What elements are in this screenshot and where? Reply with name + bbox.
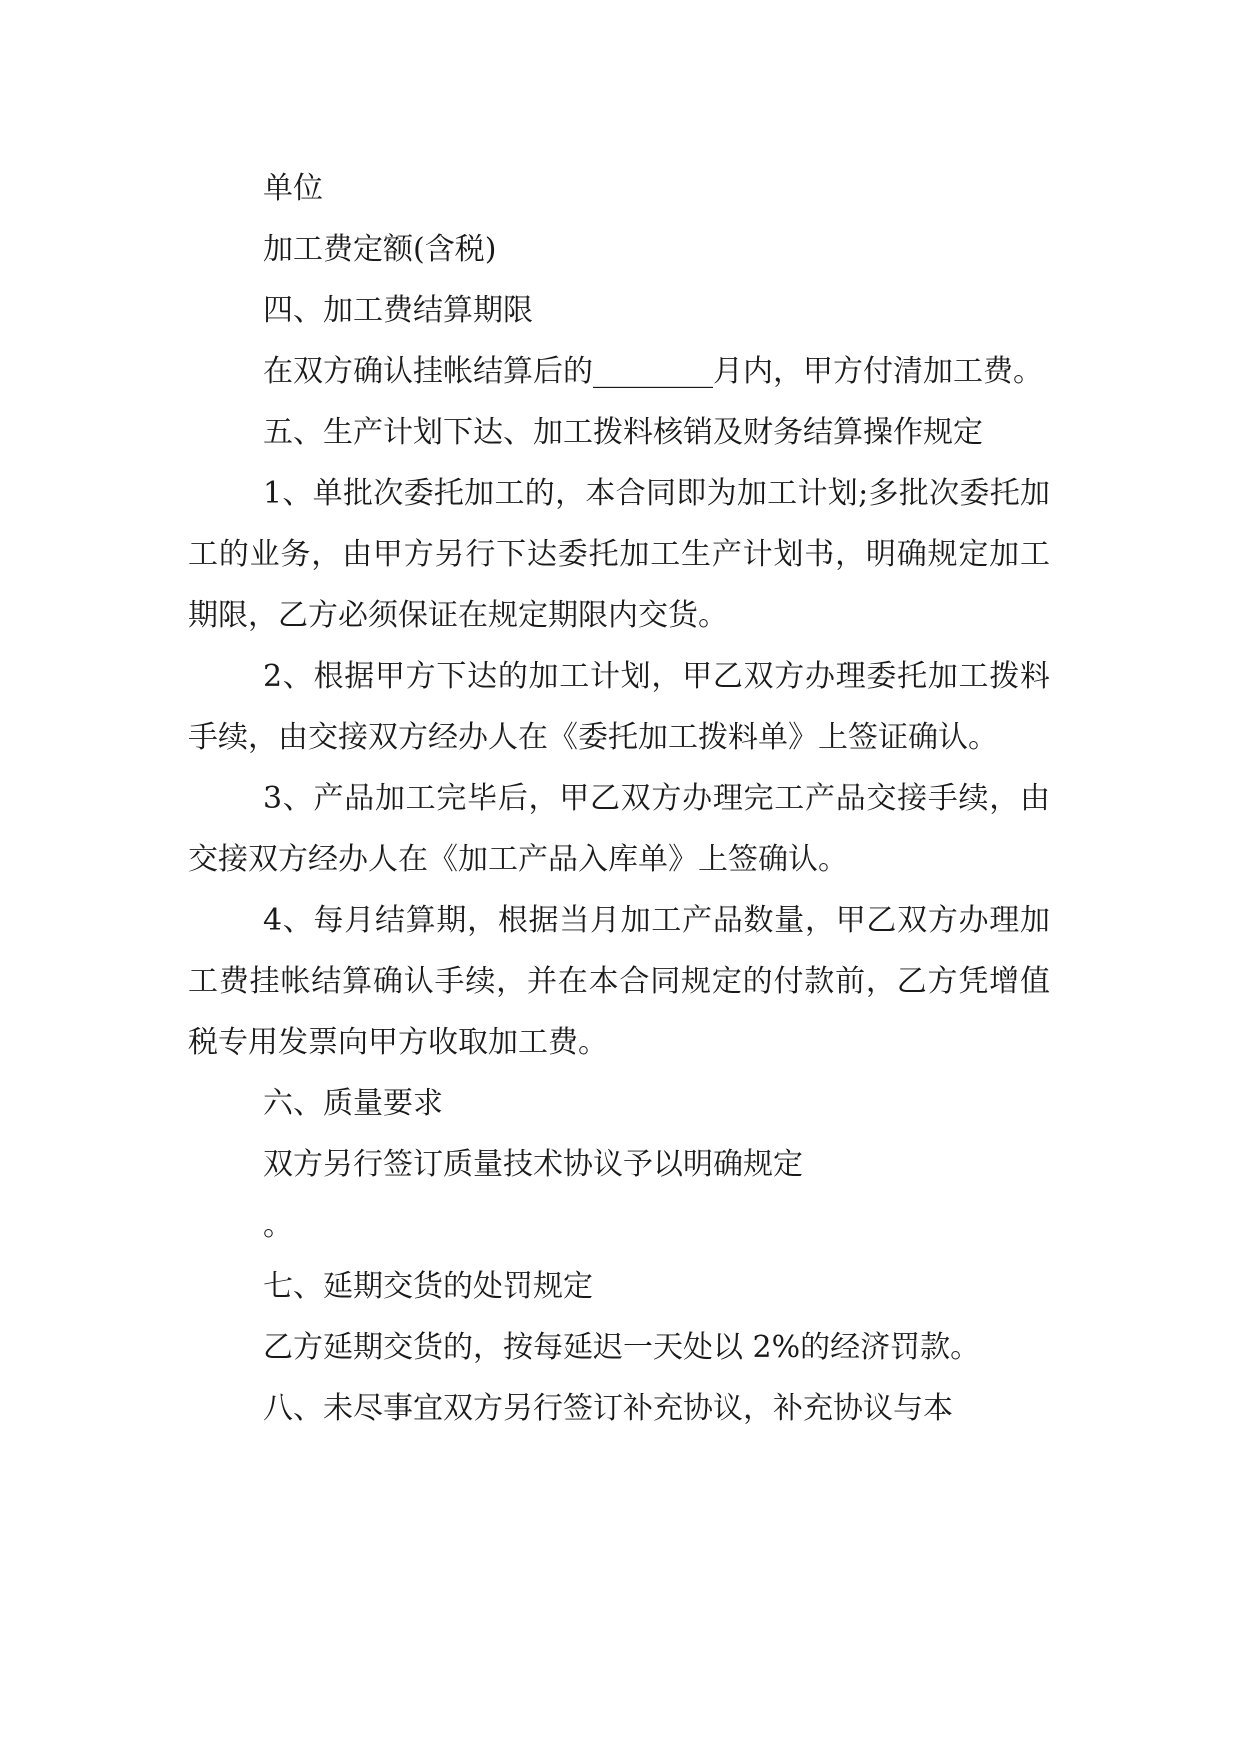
paragraph: 双方另行签订质量技术协议予以明确规定 (263, 1147, 803, 1182)
document-body (188, 158, 1050, 1439)
paragraph: 4、每月结算期，根据当月加工产品数量，甲乙双方办理加工费挂帐结算确认手续，并在本合同规定的付款前，乙方凭增值税专用发票向甲方收取加工费。 (188, 903, 1050, 1060)
paragraph: 在双方确认挂帐结算后的________月内，甲方付清加工费。 (263, 354, 1043, 389)
section-heading: 五、生产计划下达、加工拨料核销及财务结算操作规定 (263, 415, 983, 450)
paragraph: 。 (263, 1208, 293, 1243)
paragraph: 单位 (263, 171, 323, 206)
section-heading: 四、加工费结算期限 (263, 293, 533, 328)
paragraph: 乙方延期交货的，按每延迟一天处以 2%的经济罚款。 (263, 1330, 981, 1365)
paragraph: 2、根据甲方下达的加工计划，甲乙双方办理委托加工拨料手续，由交接双方经办人在《委托加工拨料单》上签证确认。 (188, 659, 1050, 755)
section-heading: 六、质量要求 (263, 1086, 443, 1121)
paragraph: 加工费定额(含税) (263, 232, 497, 267)
paragraph: 3、产品加工完毕后，甲乙双方办理完工产品交接手续，由交接双方经办人在《加工产品入库单》上签确认。 (188, 781, 1050, 877)
section-heading: 八、未尽事宜双方另行签订补充协议，补充协议与本 (263, 1391, 953, 1426)
paragraph: 1、单批次委托加工的，本合同即为加工计划;多批次委托加工的业务，由甲方另行下达委托加工生产计划书，明确规定加工期限，乙方必须保证在规定期限内交货。 (188, 476, 1050, 633)
section-heading: 七、延期交货的处罚规定 (263, 1269, 593, 1304)
